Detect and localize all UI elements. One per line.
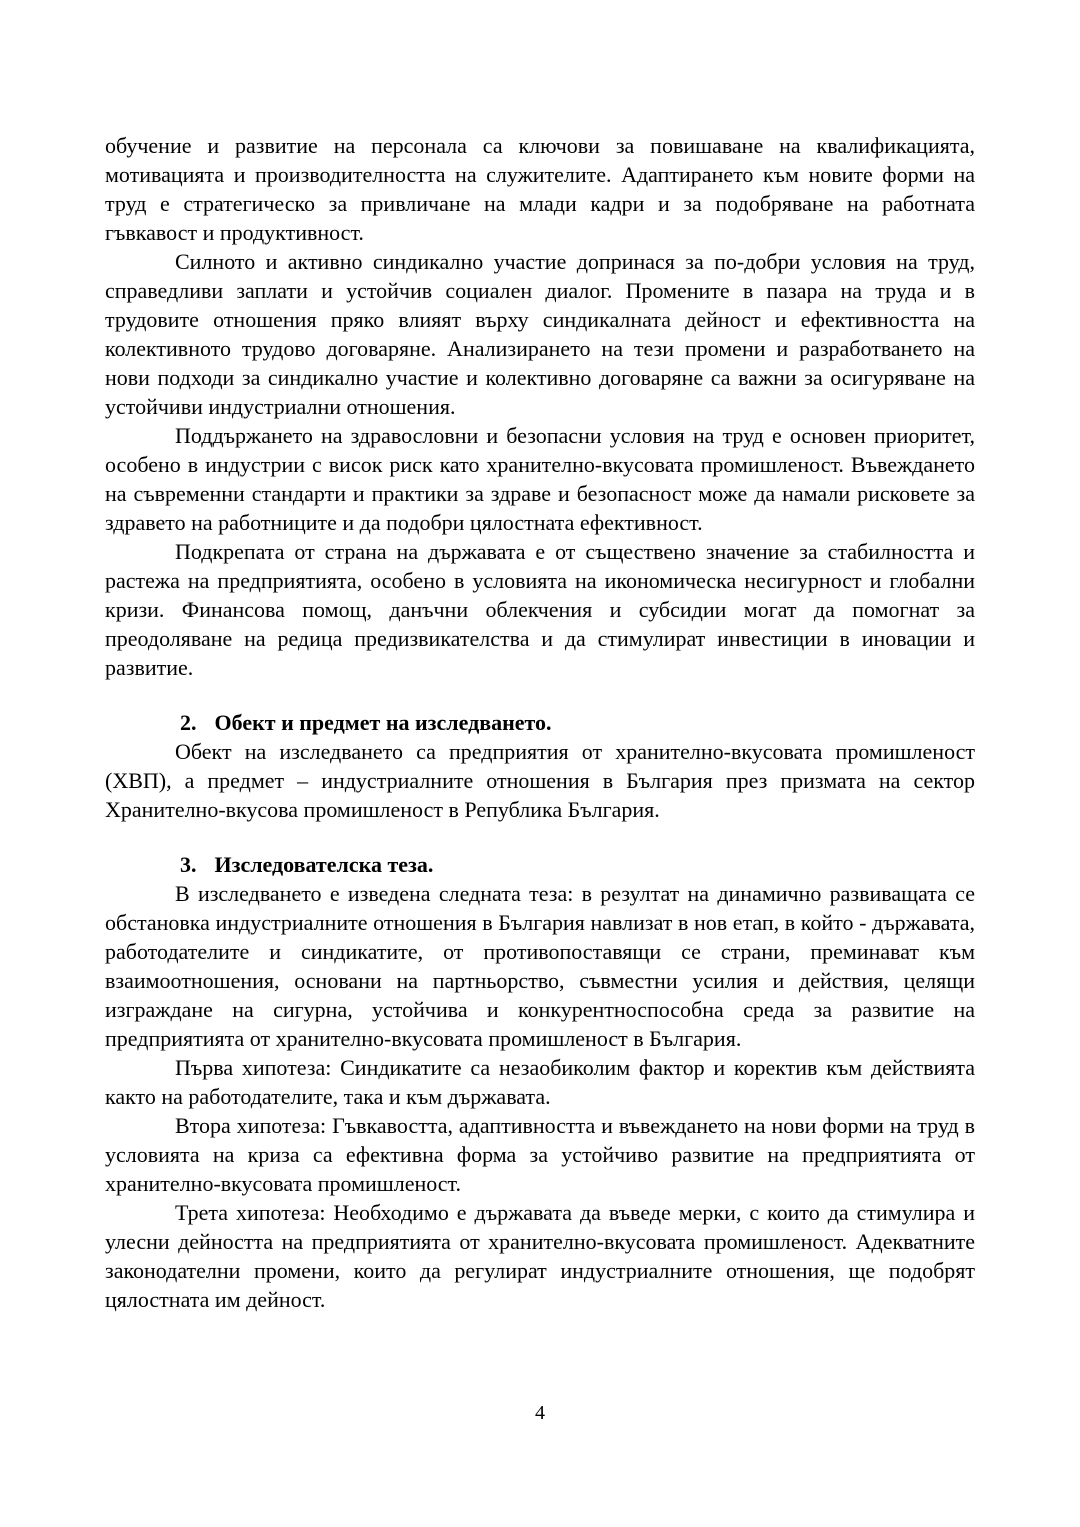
paragraph-hypothesis-2: Втора хипотеза: Гъвкавостта, адаптивността и въвеждането на нови форми на труд в условията на криза са ефективна форма за устойчиво развитие на предприятията от хранително-вкусовата промишленост. <box>105 1113 975 1196</box>
page-number: 4 <box>535 1402 545 1424</box>
section-number: 2. <box>180 710 197 735</box>
section-title: Обект и предмет на изследването. <box>214 710 552 735</box>
section-heading-2 <box>105 708 975 737</box>
paragraph-continuation: обучение и развитие на персонала са ключови за повишаване на квалификацията, мотивацията и производителността на служителите. Адаптирането към новите форми на труд е стратегическо за привличане на млади кадри и за подобряване на работната гъвкавост и продуктивност. <box>105 133 975 245</box>
paragraph-hypothesis-3: Трета хипотеза: Необходимо е държавата да въведе мерки, с които да стимулира и улесни дейността на предприятията от хранително-вкусовата промишленост. Адекватните законодателни промени, които да регулират индустриалните отношения, ще подобрят цялостната им дейност. <box>105 1200 975 1312</box>
section-heading-3 <box>105 850 975 879</box>
page-content <box>105 131 975 1314</box>
paragraph: Силното и активно синдикално участие допринася за по-добри условия на труд, справедливи заплати и устойчив социален диалог. Промените в пазара на труда и в трудовите отношения пряко влияят върху синдикалната дейност и ефективността на колективното трудово договаряне. Анализирането на тези промени и разработването на нови подходи за синдикално участие и колективно договаряне са важни за осигуряване на устойчиви индустриални отношения. <box>105 249 975 419</box>
paragraph-hypothesis-1: Първа хипотеза: Синдикатите са незаобиколим фактор и коректив към действията както на работодателите, така и към държавата. <box>105 1055 975 1109</box>
paragraph: В изследването е изведена следната теза: в резултат на динамично развиващата се обстановка индустриалните отношения в България навлизат в нов етап, в който - държавата, работодателите и синдикатите, от противопоставящи се страни, преминават към взаимоотношения, основани на партньорство, съвместни усилия и действия, целящи изграждане на сигурна, устойчива и конкурентноспособна среда за развитие на предприятията от хранително-вкусовата промишленост в България. <box>105 881 975 1051</box>
paragraph: Обект на изследването са предприятия от хранително-вкусовата промишленост (ХВП), а предмет – индустриалните отношения в България през призмата на сектор Хранително-вкусова промишленост в Република България. <box>105 739 975 822</box>
paragraph: Поддържането на здравословни и безопасни условия на труд е основен приоритет, особено в индустрии с висок риск като хранително-вкусовата промишленост. Въвеждането на съвременни стандарти и практики за здраве и безопасност може да намали рисковете за здравето на работниците и да подобри цялостната ефективност. <box>105 423 975 535</box>
paragraph: Подкрепата от страна на държавата е от съществено значение за стабилността и растежа на предприятията, особено в условията на икономическа несигурност и глобални кризи. Финансова помощ, данъчни облекчения и субсидии могат да помогнат за преодоляване на редица предизвикателства и да стимулират инвестиции в иновации и развитие. <box>105 539 975 680</box>
section-number: 3. <box>180 852 197 877</box>
section-title: Изследователска теза. <box>214 852 434 877</box>
